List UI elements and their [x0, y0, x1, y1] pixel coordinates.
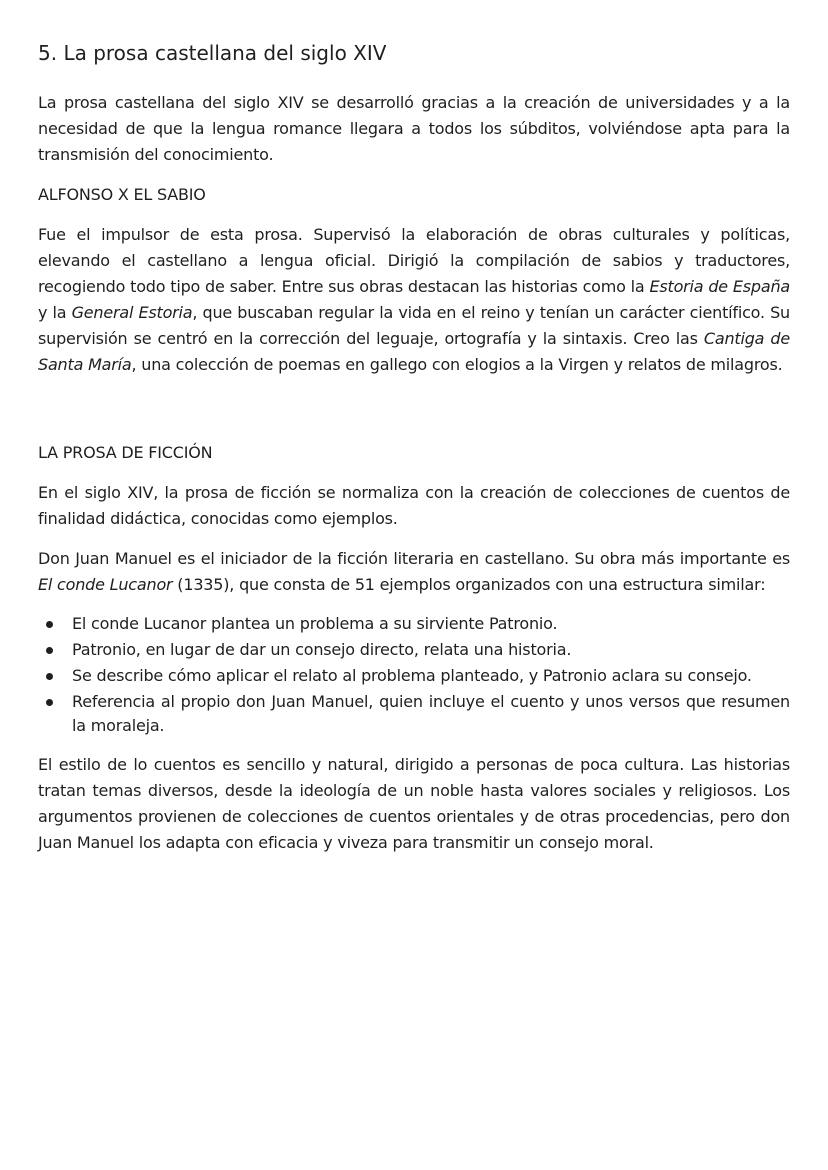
alfonso-text-4: , una colección de poemas en gallego con elogios a la Virgen y relatos de milagros.	[131, 355, 783, 374]
list-item: Patronio, en lugar de dar un consejo directo, relata una historia.	[72, 638, 790, 662]
section-title: 5. La prosa castellana del siglo XIV	[38, 41, 387, 65]
ficcion-paragraph-3: El estilo de lo cuentos es sencillo y natural, dirigido a personas de poca cultura. Las historias tratan temas diversos, desde la ideología de un noble hasta valores sociales y religiosos. Los argumentos provienen de colecciones de cuentos orientales y de otras procedencias, pero don Juan Manuel los adapta con eficacia y viveza para transmitir un consejo moral.	[38, 755, 790, 852]
intro-paragraph: La prosa castellana del siglo XIV se desarrolló gracias a la creación de universidades y a la necesidad de que la lengua romance llegara a todos los súbditos, volviéndose apta para la transmisión del conocimiento.	[38, 93, 790, 164]
ficcion-paragraph-2	[38, 546, 800, 598]
work-general-estoria: General Estoria	[71, 303, 193, 322]
work-estoria-de-espana: Estoria de España	[649, 277, 790, 296]
list-item: El conde Lucanor plantea un problema a su sirviente Patronio.	[72, 612, 790, 636]
list-item: Se describe cómo aplicar el relato al problema planteado, y Patronio aclara su consejo.	[72, 664, 790, 688]
ficcion-paragraph-1: En el siglo XIV, la prosa de ficción se normaliza con la creación de colecciones de cuentos de finalidad didáctica, conocidas como ejemplos.	[38, 483, 790, 528]
alfonso-text-2: y la	[38, 303, 72, 322]
work-cantiga: Cantiga de Santa María	[38, 329, 791, 374]
alfonso-heading: ALFONSO X EL SABIO	[38, 185, 206, 204]
list-item: Referencia al propio don Juan Manuel, quien incluye el cuento y unos versos que resumen la moraleja.	[72, 690, 790, 738]
alfonso-text-3: , que buscaban regular la vida en el reino y tenían un carácter científico. Su supervisión se centró en la corrección del leguaje, ortografía y la sintaxis. Creo las	[38, 303, 790, 348]
structure-list	[38, 612, 790, 738]
ficcion-text-1: Don Juan Manuel es el iniciador de la ficción literaria en castellano. Su obra más importante es	[38, 549, 800, 568]
work-conde-lucanor: El conde Lucanor	[38, 575, 173, 594]
ficcion-heading: LA PROSA DE FICCIÓN	[38, 443, 213, 462]
alfonso-paragraph	[38, 222, 790, 378]
ficcion-text-2: (1335), que consta de 51 ejemplos organizados con una estructura similar:	[172, 575, 766, 594]
alfonso-text-1: Fue el impulsor de esta prosa. Supervisó la elaboración de obras culturales y políticas, elevando el castellano a lengua oficial. Dirigió la compilación de sabios y traductores, recogiendo todo tipo de saber. Entre sus obras destacan las historias como la	[38, 225, 790, 296]
